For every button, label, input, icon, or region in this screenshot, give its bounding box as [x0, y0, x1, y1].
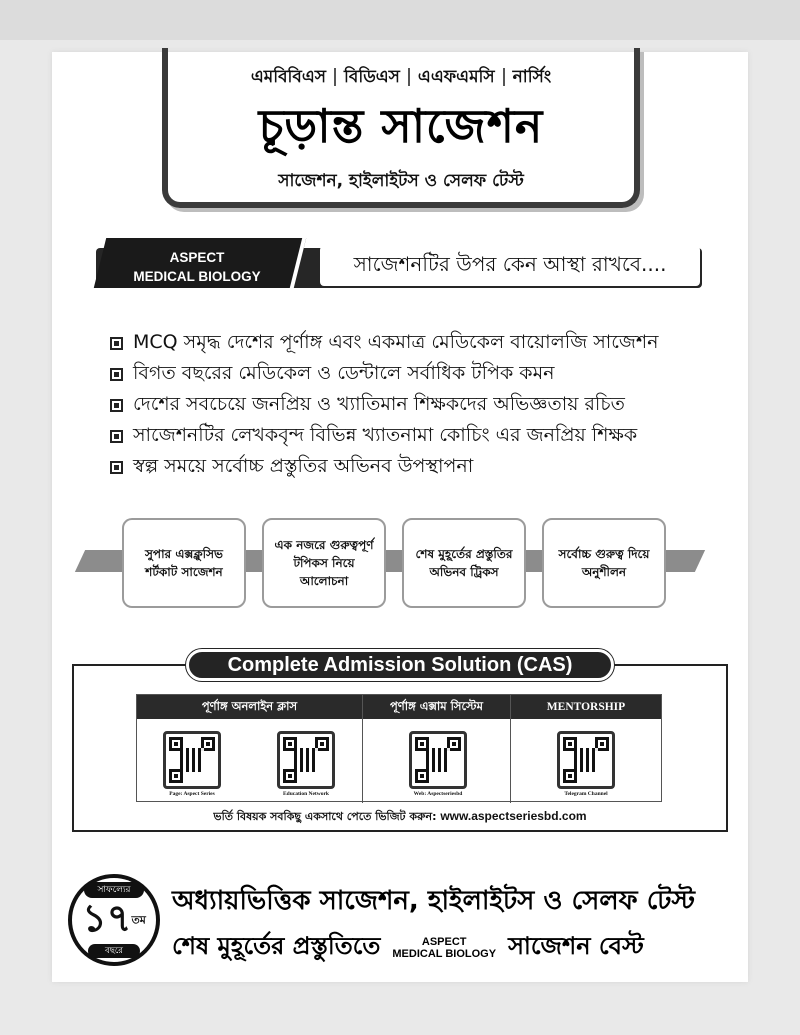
bullet-text: MCQ সমৃদ্ধ দেশের পূর্ণাঙ্গ এবং একমাত্র মেডিকেল বায়োলজি সাজেশন [133, 330, 659, 353]
qr-web[interactable] [409, 731, 467, 797]
qr-caption: Education Network [283, 791, 329, 797]
poster-page [52, 52, 748, 982]
background-stripe [0, 0, 800, 40]
qr-page[interactable] [163, 731, 221, 797]
qr-code-icon [163, 731, 221, 789]
qr-code-icon [277, 731, 335, 789]
feature-bullets [110, 328, 710, 483]
badge-number [72, 896, 156, 943]
program-bds: বিডিএস [344, 67, 400, 87]
cas-footer [72, 808, 728, 827]
bullet-item [110, 359, 710, 390]
divider [503, 68, 505, 86]
feature-card: শেষ মুহূর্তের প্রস্তুতির অভিনব ট্রিকস [402, 518, 526, 608]
square-bullet-icon [110, 399, 123, 412]
qr-caption: Web: Aspectseriesbd [413, 791, 463, 797]
cas-heading: MENTORSHIP [511, 695, 661, 719]
cas-col-exam-system [363, 695, 511, 803]
program-mbbs: এমবিবিএস [250, 67, 327, 87]
bullet-text: সাজেশনটির লেখকবৃন্দ বিভিন্ন খ্যাতনামা কোচিং এর জনপ্রিয় শিক্ষক [133, 423, 638, 446]
brand-inline [392, 936, 496, 960]
banner-heading: সাজেশনটির উপর কেন আস্থা রাখবে.... [320, 246, 700, 286]
cas-title: Complete Admission Solution (CAS) [186, 649, 614, 681]
tagline-right: সাজেশন বেস্ট [508, 932, 644, 960]
main-title: চূড়ান্ত সাজেশন [258, 99, 544, 153]
square-bullet-icon [110, 337, 123, 350]
sub-title: সাজেশন, হাইলাইটস ও সেলফ টেস্ট [278, 171, 524, 191]
bullet-item [110, 390, 710, 421]
badge-bottom-label: বছরে [88, 944, 140, 958]
brand-line-1: ASPECT [169, 250, 225, 265]
bullet-item [110, 328, 710, 359]
square-bullet-icon [110, 430, 123, 443]
qr-caption: Page: Aspect Series [169, 791, 215, 797]
cas-heading: পূর্ণাঙ্গ এক্সাম সিস্টেম [363, 695, 510, 719]
cas-col-online-class [137, 695, 363, 803]
cas-heading: পূর্ণাঙ্গ অনলাইন ক্লাস [137, 695, 362, 719]
brand-inline-line-2: MEDICAL BIOLOGY [392, 948, 497, 960]
program-afmc: এএফএমসি [417, 67, 495, 87]
badge-suffix: তম [131, 913, 146, 927]
why-trust-banner [96, 242, 702, 286]
feature-card: সুপার এক্সক্লুসিভ শর্টকাট সাজেশন [122, 518, 246, 608]
title-box [162, 48, 640, 208]
website-link[interactable]: www.aspectseriesbd.com [440, 809, 587, 823]
cas-col-mentorship [511, 695, 661, 803]
brand-line-2: MEDICAL BIOLOGY [133, 269, 261, 284]
brand-inline-line-1: ASPECT [421, 936, 467, 948]
qr-caption: Telegram Channel [564, 791, 608, 797]
cas-grid [136, 694, 662, 802]
bullet-text: বিগত বছরের মেডিকেল ও ডেন্টালে সর্বাধিক টপিক কমন [133, 361, 555, 384]
divider [334, 68, 336, 86]
badge-number-value: ১৭ [82, 896, 132, 940]
square-bullet-icon [110, 461, 123, 474]
anniversary-badge [68, 874, 160, 966]
bullet-text: স্বল্প সময়ে সর্বোচ্চ প্রস্তুতির অভিনব উপস্থাপনা [133, 454, 474, 477]
bottom-headline: অধ্যায়ভিত্তিক সাজেশন, হাইলাইটস ও সেলফ টেস্ট [172, 886, 696, 916]
tagline-left: শেষ মুহূর্তের প্রস্তুতিতে [172, 932, 381, 960]
program-nursing: নার্সিং [512, 67, 552, 87]
feature-card: এক নজরে গুরুত্বপূর্ণ টপিকস নিয়ে আলোচনা [262, 518, 386, 608]
feature-card: সর্বোচ্চ গুরুত্ব দিয়ে অনুশীলন [542, 518, 666, 608]
bullet-text: দেশের সবচেয়ে জনপ্রিয় ও খ্যাতিমান শিক্ষকদের অভিজ্ঞতায় রচিত [133, 392, 625, 415]
badge-top-label: সাফল্যের [84, 882, 144, 898]
qr-code-icon [409, 731, 467, 789]
bullet-item [110, 421, 710, 452]
qr-education-network[interactable] [277, 731, 335, 797]
bottom-tagline [172, 928, 732, 968]
cas-footer-text: ভর্তি বিষয়ক সবকিছু একসাথে পেতে ভিজিট করুন: [213, 810, 437, 823]
bullet-item [110, 452, 710, 483]
qr-code-icon [557, 731, 615, 789]
square-bullet-icon [110, 368, 123, 381]
brand-tag-text [112, 242, 282, 286]
divider [408, 68, 410, 86]
program-list [168, 64, 634, 92]
qr-telegram[interactable] [557, 731, 615, 797]
